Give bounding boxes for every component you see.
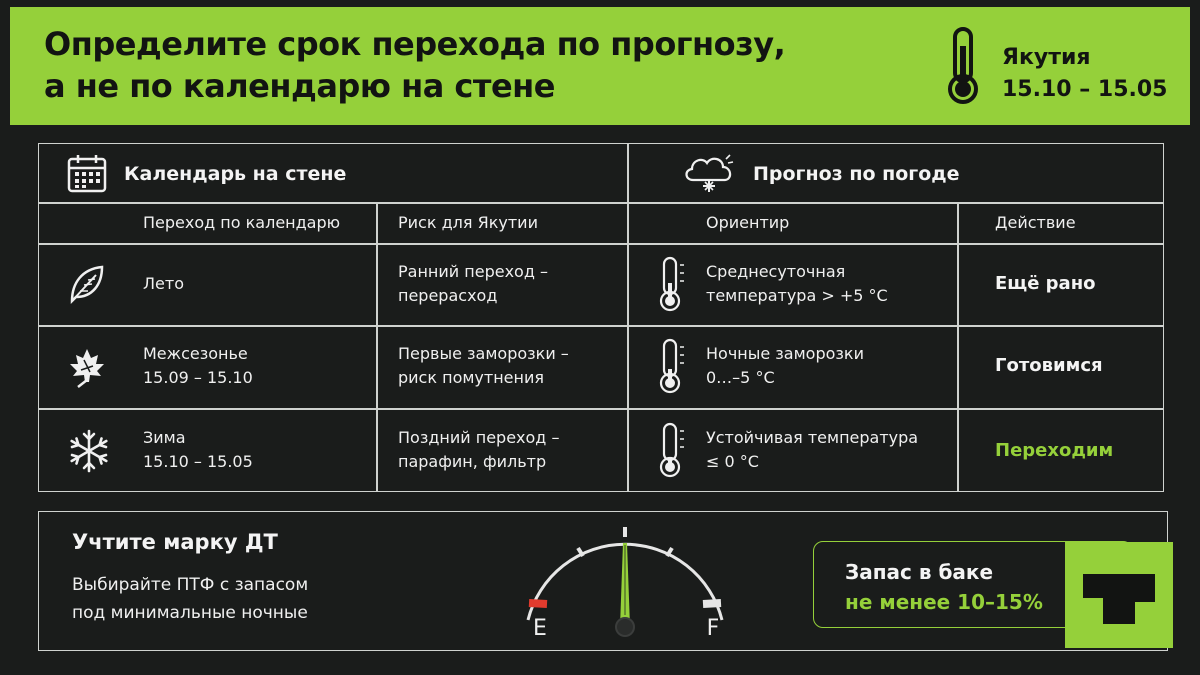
- row-action: Готовимся: [995, 355, 1103, 376]
- calendar-icon: [66, 153, 108, 195]
- row-season: Лето: [143, 274, 184, 293]
- row-risk: Поздний переход – парафин, фильтр: [398, 428, 560, 471]
- reserve-label: Запас в баке: [845, 560, 994, 584]
- forecast-section-title: Прогноз по погоде: [753, 163, 960, 185]
- col-header-action: Действие: [995, 213, 1076, 232]
- maple-leaf-icon: [66, 346, 108, 388]
- row-guide: Устойчивая температура ≤ 0 °C: [706, 428, 919, 471]
- col-header-guide: Ориентир: [706, 213, 790, 232]
- row-risk: Первые заморозки – риск помутнения: [398, 344, 569, 387]
- reserve-value: не менее 10–15%: [845, 590, 1043, 614]
- row-action: Ещё рано: [995, 273, 1096, 294]
- logo: [1065, 542, 1173, 648]
- row-guide: Ночные заморозки 0…–5 °C: [706, 344, 864, 387]
- row-season: Межсезонье 15.09 – 15.10: [143, 344, 253, 387]
- table-divider: [38, 202, 1164, 204]
- row-risk: Ранний переход – перерасход: [398, 262, 548, 305]
- page-title: Определите срок перехода по прогнозу, а не по календарю на стене: [44, 25, 786, 105]
- table-divider: [38, 408, 1164, 410]
- thermometer-icon: [944, 26, 982, 106]
- table-divider: [376, 202, 378, 492]
- region-dates: 15.10 – 15.05: [1002, 77, 1168, 102]
- col-header-calendar: Переход по календарю: [143, 213, 341, 232]
- leaf-icon: [66, 263, 106, 305]
- thermometer-icon: [654, 255, 688, 313]
- row-season: Зима 15.10 – 15.05: [143, 428, 253, 471]
- logo-mark-icon: [1065, 542, 1173, 648]
- table-divider: [627, 143, 629, 492]
- fuel-tip-text: Выбирайте ПТФ с запасом под минимальные ночные: [72, 575, 309, 623]
- fuel-tip-title: Учтите марку ДТ: [72, 530, 278, 554]
- fuel-gauge-icon: [500, 515, 750, 645]
- thermometer-icon: [654, 421, 688, 479]
- row-action: Переходим: [995, 440, 1114, 461]
- table-divider: [957, 202, 959, 492]
- gauge-empty-label: E: [533, 616, 547, 641]
- col-header-risk: Риск для Якутии: [398, 213, 538, 232]
- weather-cloud-icon: [681, 150, 739, 196]
- table-divider: [38, 243, 1164, 245]
- gauge-full-label: F: [706, 616, 720, 641]
- snowflake-icon: [66, 428, 112, 474]
- thermometer-icon: [654, 337, 688, 395]
- region-name: Якутия: [1002, 45, 1091, 70]
- calendar-section-title: Календарь на стене: [124, 163, 347, 185]
- table-divider: [38, 325, 1164, 327]
- row-guide: Среднесуточная температура > +5 °C: [706, 262, 888, 305]
